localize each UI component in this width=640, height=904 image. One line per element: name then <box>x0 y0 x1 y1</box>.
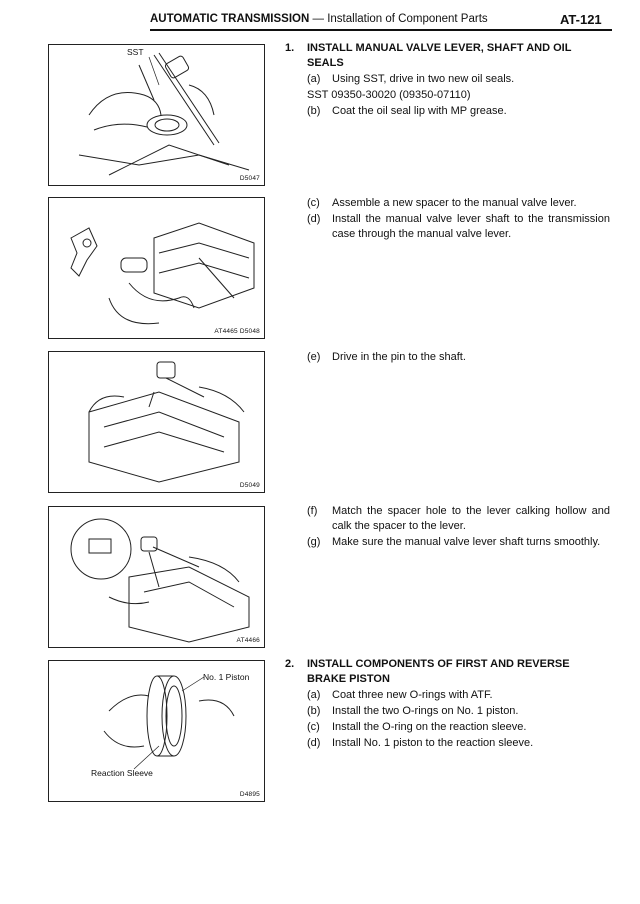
item-tag: (c) <box>307 721 320 733</box>
header-subsection: Installation of Component Parts <box>327 13 488 25</box>
manual-valve-lever-illustration <box>49 198 264 338</box>
figure-code: D5047 <box>239 175 260 182</box>
step-title: INSTALL COMPONENTS OF FIRST AND REVERSE BRAKE PISTON <box>307 658 570 685</box>
item-text: Make sure the manual valve lever shaft turns smoothly. <box>332 536 601 548</box>
oil-seal-drive-illustration <box>49 45 264 185</box>
item-text: Using SST, drive in two new oil seals. <box>332 73 515 85</box>
step-1-block-d <box>285 503 610 550</box>
item-tag: (e) <box>307 351 321 363</box>
step-item-d <box>285 212 610 242</box>
page-header <box>0 0 640 36</box>
step-item-g <box>285 535 610 550</box>
step-1-block-a <box>285 41 610 119</box>
header-section: AUTOMATIC TRANSMISSION <box>150 13 310 25</box>
item-text: Install No. 1 piston to the reaction sleeve. <box>332 737 534 749</box>
step-title: INSTALL MANUAL VALVE LEVER, SHAFT AND OIL SEALS <box>307 42 572 69</box>
item-tag: (f) <box>307 505 318 517</box>
step-item-a <box>285 688 610 703</box>
item-tag: (d) <box>307 213 321 225</box>
item-text: Coat the oil seal lip with MP grease. <box>332 105 507 117</box>
item-text: Drive in the pin to the shaft. <box>332 351 466 363</box>
page-number: AT-121 <box>560 12 602 27</box>
item-text: Match the spacer hole to the lever calking hollow and calk the spacer to the lever. <box>332 505 610 532</box>
step-item-d <box>285 736 610 751</box>
figure-code: AT4466 <box>236 637 260 644</box>
brake-piston-illustration <box>49 661 264 801</box>
item-text: Assemble a new spacer to the manual valve lever. <box>332 197 577 209</box>
item-tag: (a) <box>307 689 321 701</box>
step-1-block-b <box>285 195 610 242</box>
step-item-b <box>285 104 610 119</box>
step-2-block <box>285 657 610 751</box>
figure-label-sst: SST <box>127 47 144 57</box>
step-1-heading <box>285 41 610 71</box>
figure-code: D4895 <box>239 791 260 798</box>
figure-oil-seal-drive <box>48 44 265 186</box>
step-number: 2. <box>285 658 295 670</box>
figure-manual-valve-lever <box>48 197 265 339</box>
item-tag: (b) <box>307 705 321 717</box>
step-item-b <box>285 704 610 719</box>
header-rule <box>150 29 612 31</box>
step-item-c <box>285 196 610 211</box>
figure-code: AT4465 D5048 <box>214 328 260 335</box>
step-item-e <box>285 350 610 365</box>
item-tag: (a) <box>307 73 321 85</box>
item-tag: (d) <box>307 737 321 749</box>
figure-brake-piston <box>48 660 265 802</box>
figure-code: D5049 <box>239 482 260 489</box>
figure-calk-spacer <box>48 506 265 648</box>
step-2-heading <box>285 657 610 687</box>
step-item-a <box>285 72 610 87</box>
figure-drive-pin <box>48 351 265 493</box>
item-text: Install the O-ring on the reaction sleeve. <box>332 721 527 733</box>
item-text: Coat three new O-rings with ATF. <box>332 689 493 701</box>
item-tag: (b) <box>307 105 321 117</box>
drive-pin-illustration <box>49 352 264 492</box>
item-text: SST 09350-30020 (09350-07110) <box>307 89 471 101</box>
step-1-block-c <box>285 349 610 365</box>
item-text: Install the manual valve lever shaft to the transmission case through the manual valve lever. <box>332 213 610 240</box>
calk-spacer-illustration <box>49 507 264 647</box>
step-number: 1. <box>285 42 295 54</box>
item-tag: (g) <box>307 536 321 548</box>
figure-label-reaction-sleeve: Reaction Sleeve <box>91 768 153 778</box>
header-dash: — <box>312 13 324 25</box>
item-text: Install the two O-rings on No. 1 piston. <box>332 705 519 717</box>
step-item-sst <box>285 88 610 103</box>
step-item-f <box>285 504 610 534</box>
header-title <box>150 13 488 25</box>
step-item-c <box>285 720 610 735</box>
figure-label-no1-piston: No. 1 Piston <box>203 672 250 682</box>
item-tag: (c) <box>307 197 320 209</box>
